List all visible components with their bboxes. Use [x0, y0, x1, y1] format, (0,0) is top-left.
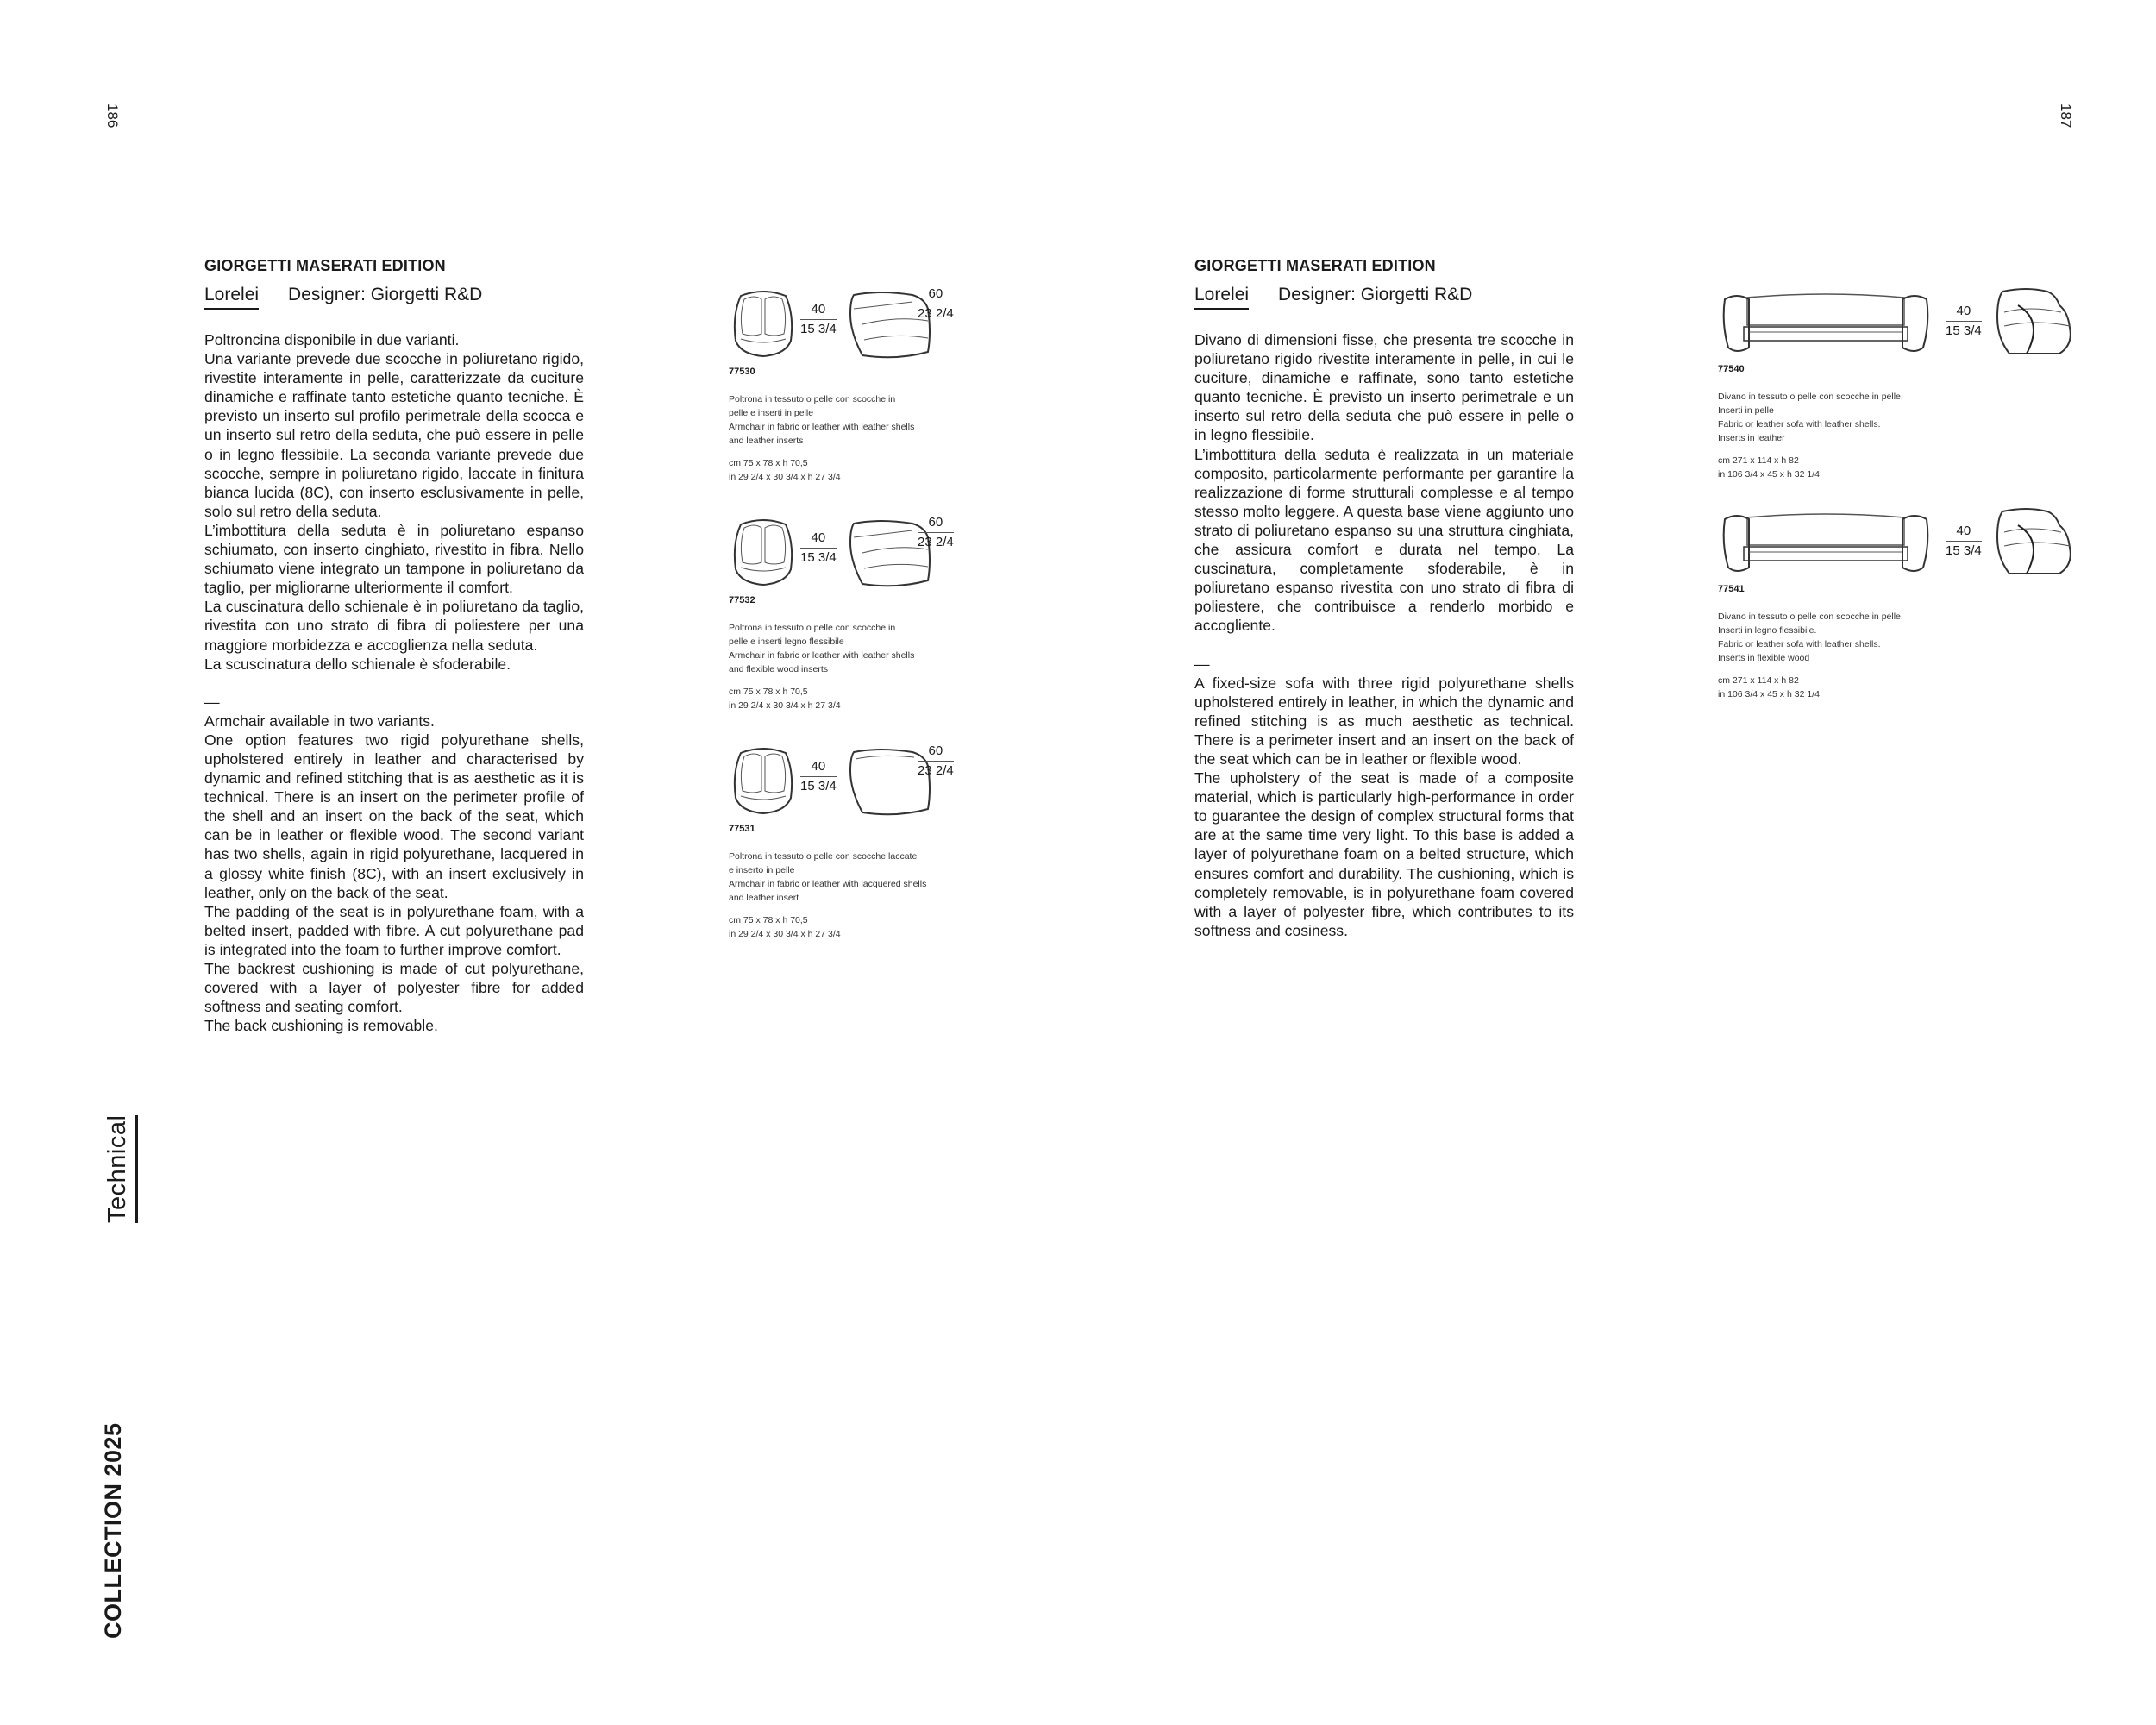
sofa-depth-dimension: 40 15 3/4 — [1946, 304, 1982, 338]
product-measurements: cm 271 x 114 x h 82 in 106 3/4 x 45 x h 32 1/4 — [1718, 455, 1820, 480]
product-description: Divano in tessuto o pelle con scocche in pelle. Inserti in pelle Fabric or leather sofa with leather shells. Inserts in leather — [1718, 392, 1903, 443]
text-en-paragraph: One option features two rigid polyurethane shells, upholstered entirely in leather and characterised by dynamic and refined stitching that is as aesthetic as it is technical. There is an insert on the perimeter profile of the shell and an insert on the back of the seat, which can be in leather or flexible wood. The second variant has two shells, again in rigid polyurethane, lacquered in a glossy white finish (8C), with an insert exclusively in leather, only on the back of the seat. — [204, 731, 584, 901]
product-block — [729, 595, 979, 712]
product-code: 77540 — [1718, 364, 1745, 374]
designer-left: Designer: Giorgetti R&D — [288, 285, 483, 304]
text-it-paragraph: La cuscinatura dello schienale è in poliuretano da taglio, rivestita con uno strato di fibra di poliestere per una maggiore morbidezza e accoglienza nella seduta. — [204, 598, 584, 654]
title-row-left — [204, 285, 482, 310]
product-code: 77530 — [729, 367, 755, 377]
side-depth-dimension: 60 23 2/4 — [918, 743, 954, 778]
armchair-front-drawing — [729, 746, 798, 815]
text-it-paragraph: L’imbottitura della seduta è in poliuretano espanso schiumato, con inserto cinghiato, rivestito in fibra. Nello schiumato viene integrato un tampone in poliuretano da taglio, per migliorarne ulteriormente il comfort. — [204, 521, 584, 597]
product-description: Divano in tessuto o pelle con scocche in pelle. Inserti in legno flessibile. Fabric or leather sofa with leather shells. Inserts in flexible wood — [1718, 612, 1903, 663]
separator-dash: — — [204, 693, 220, 711]
text-en-paragraph: The upholstery of the seat is made of a composite material, which is particularly high-performance in order to guarantee the design of complex structural forms that are at the same time very light. To this base is added a layer of polyurethane foam on a belted structure, which ensures comfort and durability. The cushioning, which is completely removable, is in polyurethane foam covered with a layer of polyester fibre, which contributes to its softness and cosiness. — [1194, 769, 1574, 939]
product-code: 77531 — [729, 824, 755, 834]
section-label-technical: Technical — [103, 1115, 138, 1223]
front-depth-dimension: 40 15 3/4 — [800, 530, 837, 565]
product-description: Poltrona in tessuto o pelle con scocche laccate e inserto in pelle Armchair in fabric or leather with lacquered shells and leather insert — [729, 851, 927, 903]
product-block — [1718, 584, 1977, 701]
text-en-line: The back cushioning is removable. — [204, 1017, 438, 1035]
text-en-paragraph: The backrest cushioning is made of cut polyurethane, covered with a layer of polyester fibre for added softness and seating comfort. — [204, 960, 584, 1016]
text-it-paragraph: L’imbottitura della seduta è realizzata in un materiale composito, particolarmente performante per garantire la realizzazione di forme strutturali complesse e al tempo stesso molto leggere. A questa base viene aggiunto uno strato di poliuretano espanso su una struttura cinghiata, che assicura comfort e durata nel tempo. La cuscinatura, completamente sfoderabile, è in poliuretano espanso rivestita con uno strato di fibra di poliestere, che contribuisce a renderlo morbido e accogliente. — [1194, 445, 1574, 635]
text-it-paragraph: Una variante prevede due scocche in poliuretano rigido, rivestite interamente in pelle, caratterizzate da cuciture dinamiche e raffinate tanto estetiche quanto tecniche. È previsto un inserto sul profilo perimetrale della scocca e un inserto sul retro della seduta, che può essere in pelle o in legno flessibile. La seconda variante prevede due scocche, sempre in poliuretano rigido, laccate in finitura bianca lucida (8C), con inserto esclusivamente in pelle, solo sul retro della seduta. — [204, 350, 584, 520]
armchair-front-drawing — [729, 518, 798, 586]
sofa-front-drawing — [1718, 289, 1934, 358]
product-measurements: cm 75 x 78 x h 70,5 in 29 2/4 x 30 3/4 x h 27 3/4 — [729, 687, 841, 711]
page-number-right: 187 — [2058, 104, 2074, 129]
collection-label: COLLECTION 2025 — [100, 1422, 126, 1639]
side-depth-dimension: 60 23 2/4 — [918, 286, 954, 321]
product-code: 77532 — [729, 595, 755, 605]
sofa-front-drawing — [1718, 509, 1934, 578]
brand-heading-left: GIORGETTI MASERATI EDITION — [204, 257, 446, 274]
armchair-front-drawing — [729, 289, 798, 358]
product-block — [729, 824, 979, 941]
description-left — [204, 330, 584, 1035]
sofa-side-drawing — [1992, 506, 2087, 579]
description-right — [1194, 330, 1574, 940]
brand-heading-right: GIORGETTI MASERATI EDITION — [1194, 257, 1436, 274]
product-block — [729, 367, 979, 484]
model-name-right: Lorelei — [1194, 285, 1249, 310]
front-depth-dimension: 40 15 3/4 — [800, 759, 837, 794]
product-measurements: cm 75 x 78 x h 70,5 in 29 2/4 x 30 3/4 x h 27 3/4 — [729, 915, 841, 939]
designer-right: Designer: Giorgetti R&D — [1278, 285, 1473, 304]
product-description: Poltrona in tessuto o pelle con scocche in pelle e inserti legno flessibile Armchair in fabric or leather with leather shells and flexible wood inserts — [729, 623, 915, 674]
product-block — [1718, 364, 1977, 481]
text-it-line: La scuscinatura dello schienale è sfoderabile. — [204, 655, 511, 673]
side-depth-dimension: 60 23 2/4 — [918, 515, 954, 549]
product-measurements: cm 75 x 78 x h 70,5 in 29 2/4 x 30 3/4 x h 27 3/4 — [729, 458, 841, 482]
product-measurements: cm 271 x 114 x h 82 in 106 3/4 x 45 x h 32 1/4 — [1718, 675, 1820, 699]
text-en-paragraph: A fixed-size sofa with three rigid polyurethane shells upholstered entirely in leather, in which the dynamic and refined stitching is as much aesthetic as technical. There is a perimeter insert and an insert on the back of the seat which can be in leather or flexible wood. — [1194, 674, 1574, 768]
front-depth-dimension: 40 15 3/4 — [800, 302, 837, 336]
sofa-depth-dimension: 40 15 3/4 — [1946, 524, 1982, 558]
sofa-side-drawing — [1992, 286, 2087, 359]
text-en-line: Armchair available in two variants. — [204, 712, 435, 730]
text-it-paragraph: Divano di dimensioni fisse, che presenta tre scocche in poliuretano rigido rivestite interamente in pelle, in cui le cuciture, dinamiche e raffinate, sono tanto estetiche quanto tecniche. È previsto un inserto perimetrale e un inserto sul retro della seduta che può essere in pelle o in legno flessibile. — [1194, 331, 1574, 444]
separator-dash: — — [1194, 655, 1210, 673]
model-name-left: Lorelei — [204, 285, 259, 310]
text-en-paragraph: The padding of the seat is in polyurethane foam, with a belted insert, padded with fibre. A cut polyurethane pad is integrated into the foam to further improve comfort. — [204, 902, 584, 958]
product-code: 77541 — [1718, 584, 1745, 594]
product-description: Poltrona in tessuto o pelle con scocche in pelle e inserti in pelle Armchair in fabric or leather with leather shells and leather inserts — [729, 394, 915, 446]
page-number-left: 186 — [104, 104, 121, 129]
title-row-right — [1194, 285, 1472, 310]
text-it-line: Poltroncina disponibile in due varianti. — [204, 331, 460, 348]
